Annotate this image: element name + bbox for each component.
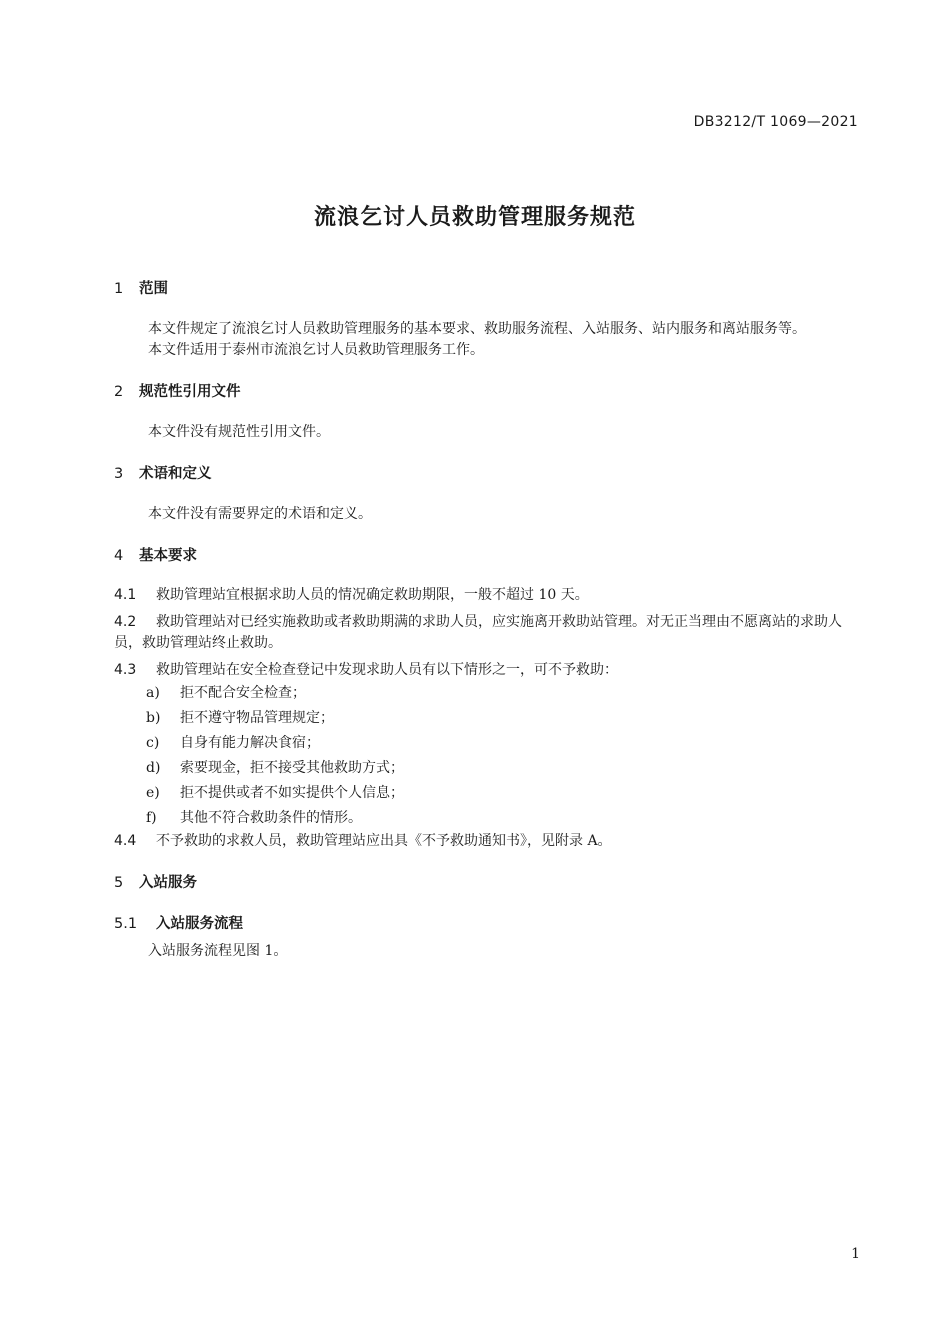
document-code: DB3212/T 1069—2021 xyxy=(693,114,858,130)
clause-4-3 xyxy=(114,660,860,681)
clause-text: 救助管理站对已经实施救助或者救助期满的求助人员，应实施离开救助站管理。对无正当理由不愿离站的求助人员，救助管理站终止救助。 xyxy=(114,614,842,651)
section-title: 基本要求 xyxy=(139,548,197,564)
list-item-text: 自身有能力解决食宿； xyxy=(180,735,320,751)
subsection-number: 5.1 xyxy=(114,916,138,932)
condition-list xyxy=(114,681,860,831)
section-number: 5 xyxy=(114,875,124,891)
list-item-text: 拒不配合安全检查； xyxy=(180,685,306,701)
clause-text: 不予救助的求救人员，救助管理站应出具《不予救助通知书》，见附录 A。 xyxy=(156,833,612,849)
section-title: 规范性引用文件 xyxy=(139,384,241,400)
clause-number: 4.4 xyxy=(114,833,137,849)
clause-text: 救助管理站宜根据求助人员的情况确定救助期限，一般不超过 10 天。 xyxy=(156,587,589,603)
document-body xyxy=(114,278,860,962)
section-title: 入站服务 xyxy=(139,875,197,891)
subsection-heading-admission-process xyxy=(114,913,860,935)
list-item xyxy=(114,806,860,831)
clause-4-2 xyxy=(114,612,860,654)
list-item xyxy=(114,681,860,706)
section-heading-admission-services xyxy=(114,872,860,894)
section-number: 2 xyxy=(114,384,124,400)
list-item xyxy=(114,706,860,731)
document-title: 流浪乞讨人员救助管理服务规范 xyxy=(313,205,636,230)
list-item xyxy=(114,756,860,781)
paragraph: 本文件适用于泰州市流浪乞讨人员救助管理服务工作。 xyxy=(148,342,484,358)
clause-4-1 xyxy=(114,585,860,606)
page-number: 1 xyxy=(851,1246,860,1262)
clause-number: 4.2 xyxy=(114,614,137,630)
section-heading-terms xyxy=(114,463,860,485)
section-number: 1 xyxy=(114,281,124,297)
list-item-text: 拒不提供或者不如实提供个人信息； xyxy=(180,785,404,801)
paragraph: 本文件没有需要界定的术语和定义。 xyxy=(148,506,372,522)
list-marker: b) xyxy=(146,710,161,726)
list-item-text: 其他不符合救助条件的情形。 xyxy=(180,810,362,826)
list-item-text: 索要现金，拒不接受其他救助方式； xyxy=(180,760,404,776)
list-marker: a) xyxy=(146,685,160,701)
list-marker: f) xyxy=(146,810,157,826)
list-marker: c) xyxy=(146,735,160,751)
list-item xyxy=(114,781,860,806)
clause-4-4 xyxy=(114,831,860,852)
section-heading-normative-references xyxy=(114,381,860,403)
section-number: 4 xyxy=(114,548,124,564)
list-item-text: 拒不遵守物品管理规定； xyxy=(180,710,334,726)
section-title: 术语和定义 xyxy=(139,466,212,482)
clause-text: 救助管理站在安全检查登记中发现求助人员有以下情形之一，可不予救助： xyxy=(156,662,618,678)
list-marker: e) xyxy=(146,785,160,801)
clause-number: 4.1 xyxy=(114,587,137,603)
section-title: 范围 xyxy=(139,281,168,297)
clause-number: 4.3 xyxy=(114,662,137,678)
list-marker: d) xyxy=(146,760,161,776)
section-heading-basic-requirements xyxy=(114,545,860,567)
section-heading-scope xyxy=(114,278,860,300)
list-item xyxy=(114,731,860,756)
paragraph: 本文件规定了流浪乞讨人员救助管理服务的基本要求、救助服务流程、入站服务、站内服务和离站服务等。 xyxy=(148,321,806,337)
paragraph: 入站服务流程见图 1。 xyxy=(148,943,288,959)
paragraph: 本文件没有规范性引用文件。 xyxy=(148,424,330,440)
subsection-title: 入站服务流程 xyxy=(156,916,243,932)
section-number: 3 xyxy=(114,466,124,482)
